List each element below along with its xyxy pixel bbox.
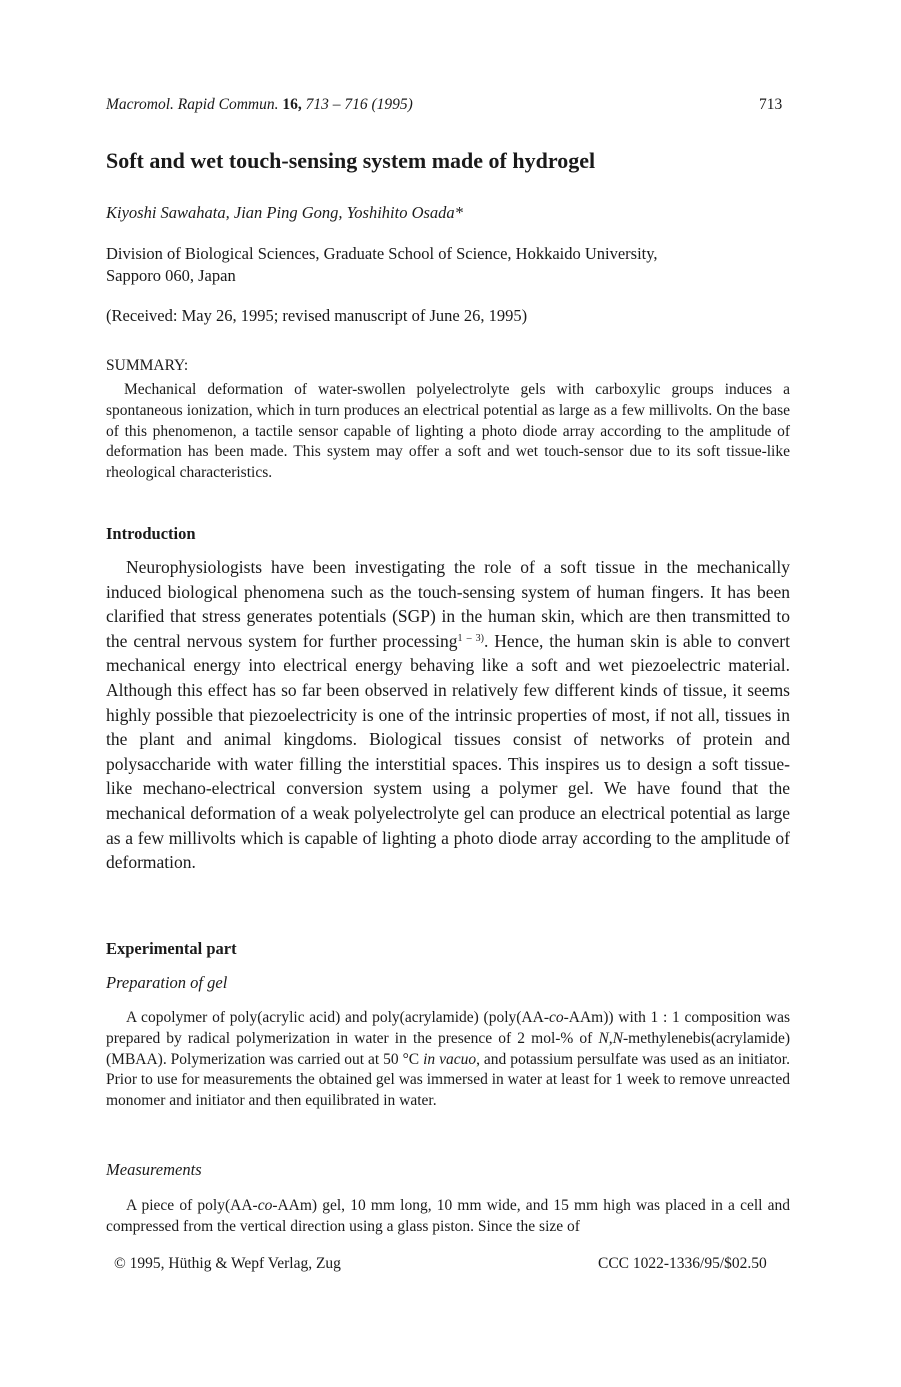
reference-citation[interactable]: 1 – 3) (457, 632, 484, 644)
prep-italic-co: co (548, 1009, 564, 1026)
meas-text-2: -AAm) gel, 10 mm long, 10 mm wide, and 15 mm high was placed in a cell and compressed from the vertical direction using a glass piston. Since the size of (106, 1197, 790, 1235)
summary-paragraph: Mechanical deformation of water-swollen polyelectrolyte gels with carboxylic groups induces a spontaneous ionization, which in turn produces an electrical potential as large as a few millivolts. On the base of this phenomenon, a tactile sensor capable of lighting a photo diode array according to the amplitude of deformation has been made. This system may offer a soft and wet touch-sensor due to its soft tissue-like rheological characteristics. (106, 381, 790, 482)
journal-name: Macromol. Rapid Commun. (106, 96, 279, 113)
measurements-body (106, 1196, 790, 1238)
measurements-subheading: Measurements (106, 1160, 202, 1179)
prep-text-4: , and potassium persulfate was used as an initiator. Prior to use for measurements the obtained gel was immersed in water at least for 1 week to remove unreacted monomer and initiator and then equilibrated in water. (106, 1050, 790, 1110)
preparation-paragraph (106, 1008, 790, 1112)
page-number: 713 (759, 96, 783, 113)
journal-citation (106, 96, 413, 114)
preparation-subheading: Preparation of gel (106, 973, 228, 992)
experimental-heading: Experimental part (106, 939, 237, 958)
meas-text-1: A piece of poly(AA- (126, 1197, 258, 1214)
prep-text-1: A copolymer of poly(acrylic acid) and poly(acrylamide) (poly(AA- (126, 1009, 549, 1026)
meas-italic-co: co (257, 1197, 273, 1214)
intro-text-part-1: Neurophysiologists have been investigating the role of a soft tissue in the mechanically induced biological phenomena such as the touch-sensing system of human fingers. It has been clarified that stress generates potentials (SGP) in the human skin, which are then transmitted to the central nervous system for further processing (106, 557, 790, 651)
introduction-heading: Introduction (106, 524, 196, 543)
ccc-code: CCC 1022-1336/95/$02.50 (598, 1255, 767, 1272)
author-list: Kiyoshi Sawahata, Jian Ping Gong, Yoshihito Osada* (106, 203, 463, 222)
prep-text-3: -methylenebis(acrylamide) (MBAA). Polymerization was carried out at 50 °C (106, 1029, 790, 1068)
prep-italic-in-vacuo: in vacuo (423, 1050, 477, 1068)
introduction-paragraph (106, 555, 790, 875)
affiliation (106, 243, 658, 287)
affiliation-line-2: Sapporo 060, Japan (106, 266, 236, 285)
measurements-paragraph (106, 1196, 790, 1238)
prep-italic-nn: N,N (598, 1029, 624, 1047)
journal-pages-year: 713 – 716 (1995) (305, 96, 413, 113)
received-dates: (Received: May 26, 1995; revised manuscript of June 26, 1995) (106, 306, 528, 325)
article-title: Soft and wet touch-sensing system made of hydrogel (106, 148, 596, 173)
journal-volume: 16, (282, 96, 302, 113)
affiliation-line-1: Division of Biological Sciences, Graduate School of Science, Hokkaido University, (106, 244, 658, 263)
prep-text-2: -AAm)) with 1 : 1 composition was prepared by radical polymerization in water in the presence of 2 mol-% of (106, 1009, 790, 1047)
intro-text-part-2: . Hence, the human skin is able to convert mechanical energy into electrical energy behaving like a soft and wet piezoelectric material. Although this effect has so far been observed in relatively few different kinds of tissue, it seems highly possible that piezoelectricity is one of the intrinsic properties of most, if not all, tissues in the plant and animal kingdoms. Biological tissues consist of networks of protein and polysaccharide with water filling the interstitial spaces. This inspires us to design a soft tissue-like mechano-electrical conversion system using a polymer gel. We have found that the mechanical deformation of a weak polyelectrolyte gel can produce an electrical potential as large as a few millivolts which is capable of lighting a photo diode array according to the amplitude of deformation. (106, 630, 790, 873)
summary-body (106, 380, 790, 484)
copyright-notice: © 1995, Hüthig & Wepf Verlag, Zug (114, 1255, 341, 1272)
preparation-body (106, 1008, 790, 1112)
introduction-body (106, 555, 790, 875)
summary-heading: SUMMARY: (106, 357, 189, 374)
